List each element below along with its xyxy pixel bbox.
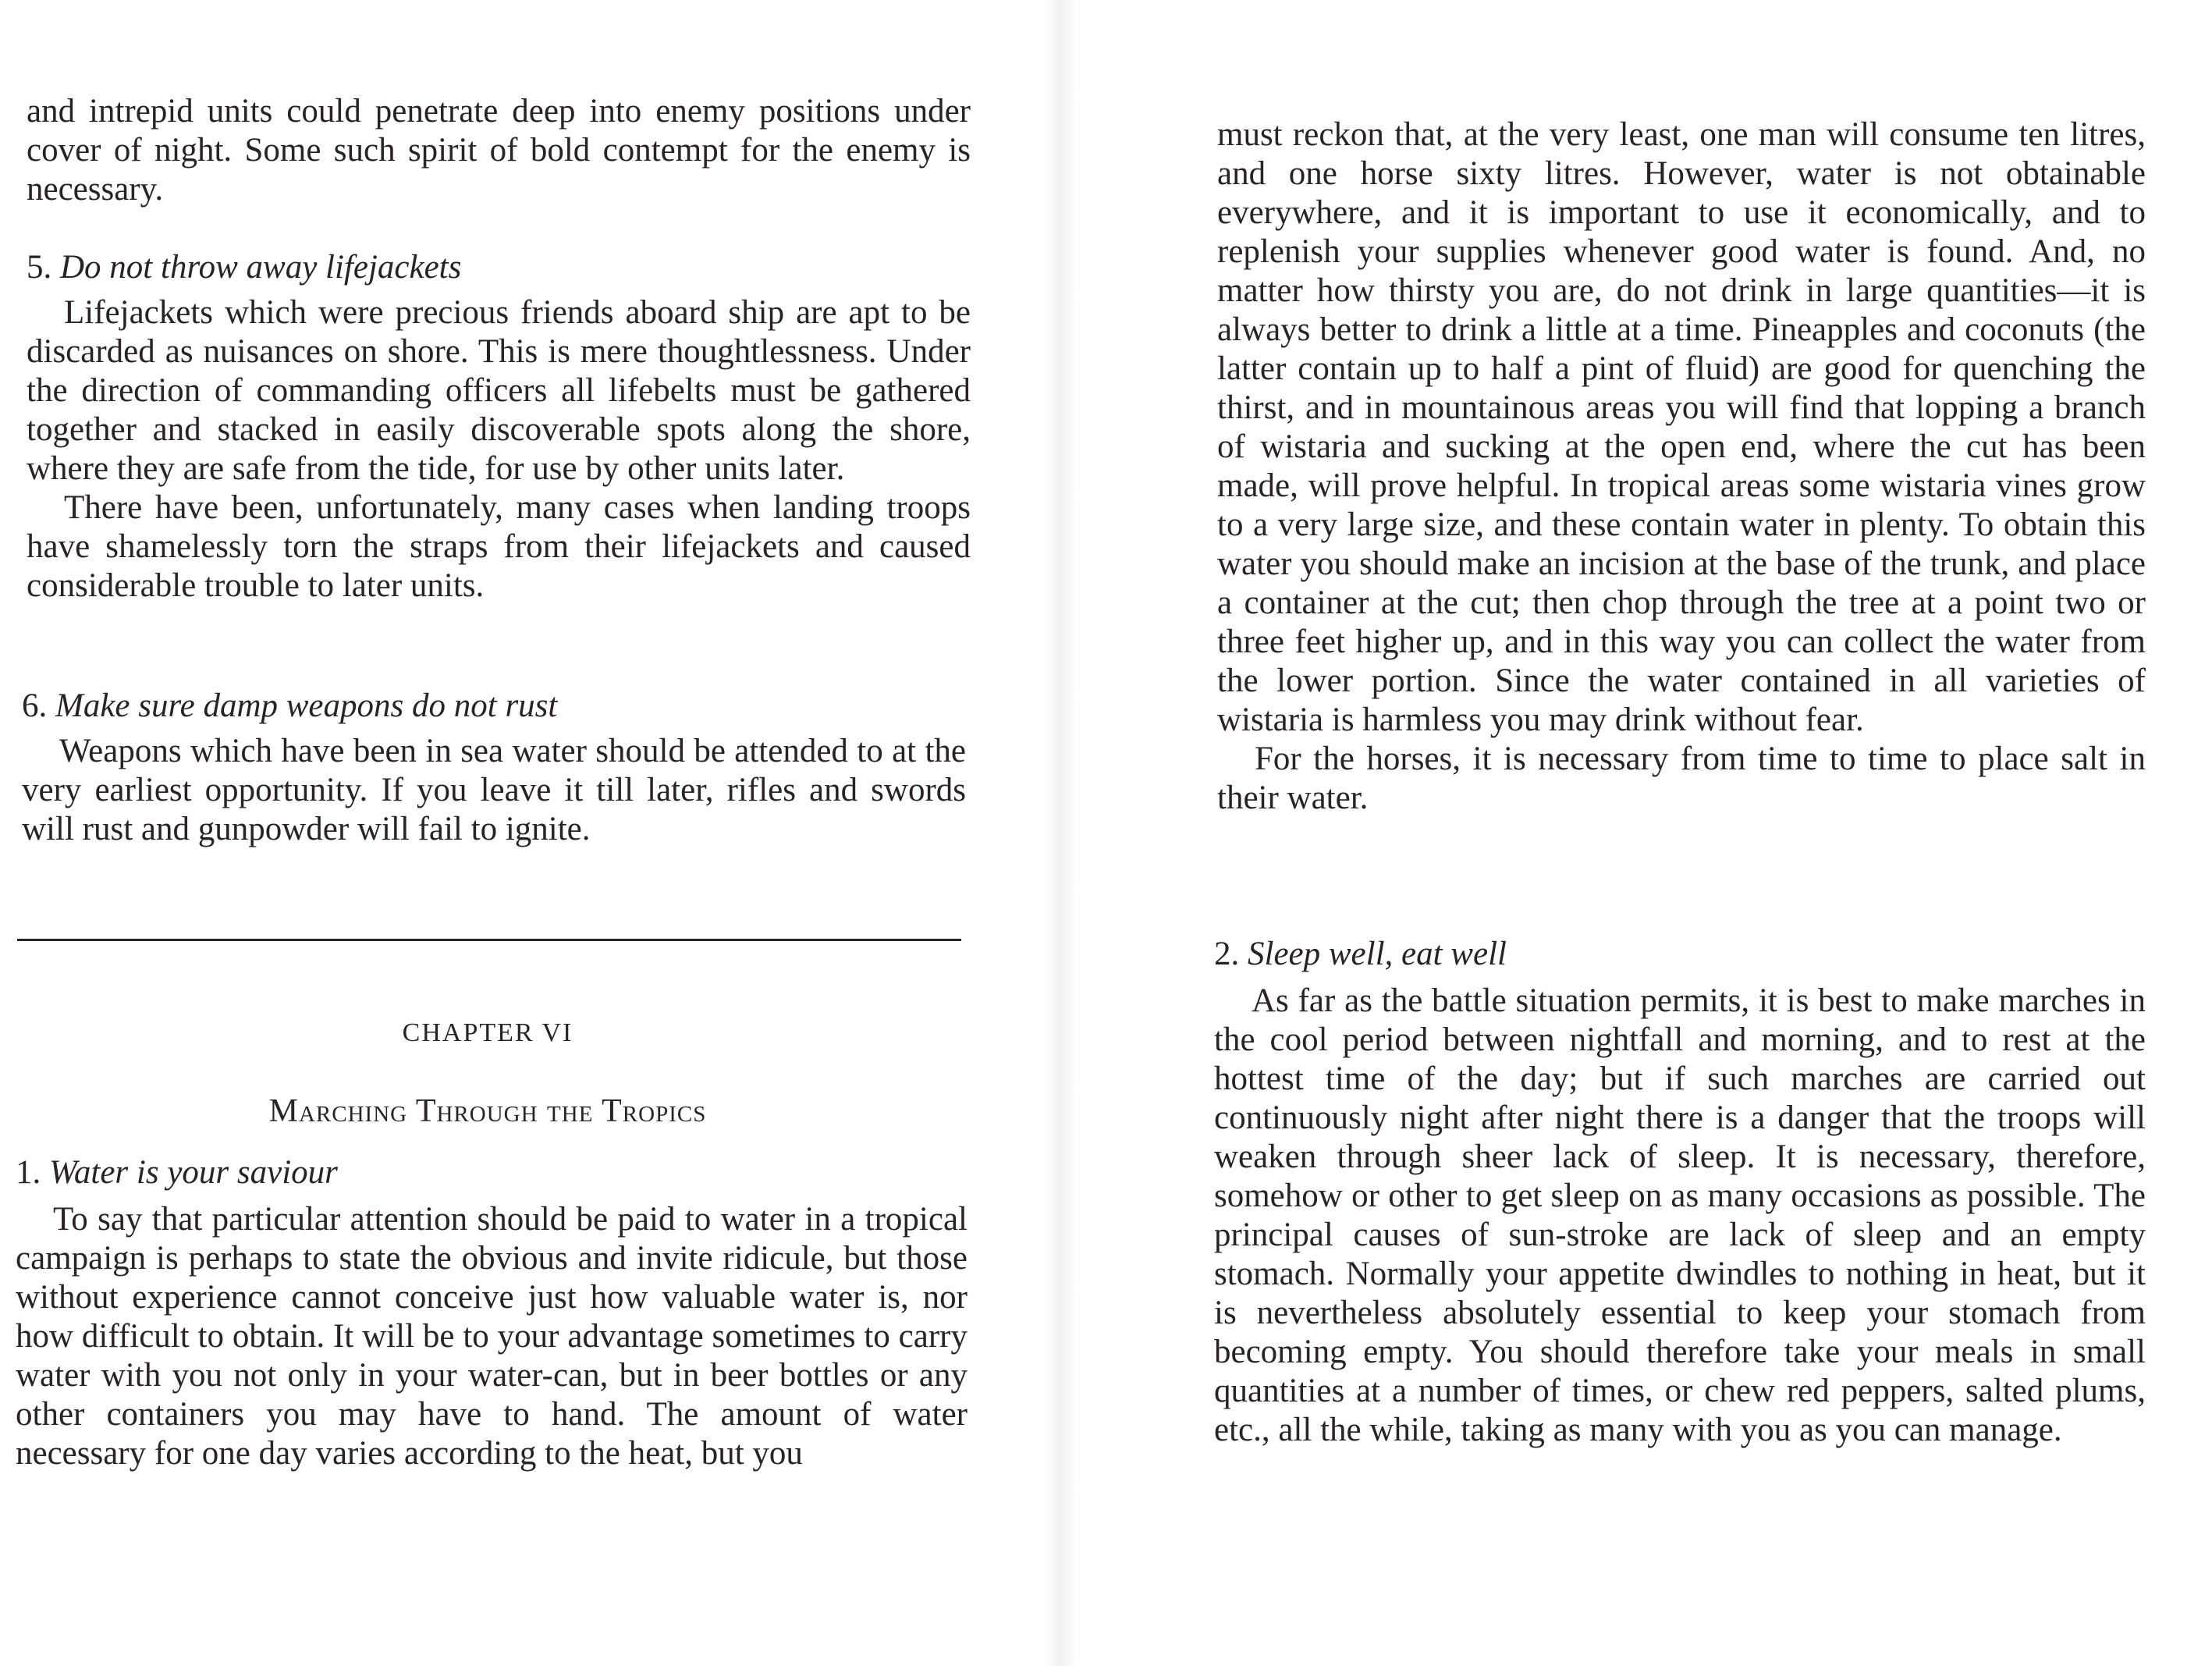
intro-paragraph: and intrepid units could penetrate deep into enemy positions under cover of night. Some such spirit of bold contempt for the enemy is necessary.	[27, 93, 971, 208]
section-1-number: 1.	[16, 1154, 41, 1191]
section-1-title: Water is your saviour	[49, 1154, 338, 1191]
left-page	[0, 0, 1046, 1666]
horses-paragraph: For the horses, it is necessary from time to time to place salt in their water.	[1217, 741, 2146, 816]
continued-paragraph-block	[1217, 115, 2146, 818]
section-5	[27, 248, 971, 606]
section-1-heading	[16, 1153, 968, 1192]
section-6-number: 6.	[22, 687, 48, 724]
section-2-number: 2.	[1214, 936, 1240, 972]
section-5-title: Do not throw away lifejackets	[60, 249, 462, 286]
continued-paragraph: must reckon that, at the very least, one man will consume ten litres, and one horse sixty litres. However, water is not obtainable everywhere, and it is important to use it economically, and to replenish your supplies whenever good water is found. And, no matter how thirsty you are, do not drink in large quantities—it is always better to drink a little at a time. Pineapples and coconuts (the latter contain up to half a pint of fluid) are good for quenching the thirst, and in mountainous areas you will find that lopping a branch of wistaria and sucking at the open end, where the cut has been made, will prove helpful. In tropical areas some wistaria vines grow to a very large size, and these contain water in plenty. To obtain this water you should make an incision at the base of the trunk, and place a container at the cut; then chop through the tree at a point two or three feet higher up, and in this way you can collect the water from the lower portion. Since the water contained in all varieties of wistaria is harmless you may drink without fear.	[1217, 116, 2146, 738]
chapter-divider-rule	[17, 939, 961, 941]
section-1	[16, 1153, 968, 1473]
right-page	[1077, 0, 2212, 1666]
section-5-paragraph-2: There have been, unfortunately, many cases when landing troops have shamelessly torn the straps from their lifejackets and caused considerable trouble to later units.	[27, 489, 971, 604]
section-2-title: Sleep well, eat well	[1248, 936, 1507, 972]
section-1-paragraph: To say that particular attention should be paid to water in a tropical campaign is perhaps to state the obvious and invite ridicule, but those without experience cannot conceive just how valuable water is, nor how difficult to obtain. It will be to your advantage sometimes to carry water with you not only in your water-can, but in beer bottles or any other containers you may have to hand. The amount of water necessary for one day varies according to the heat, but you	[16, 1201, 968, 1472]
section-6-paragraph: Weapons which have been in sea water should be attended to at the very earliest opportunity. If you leave it till later, rifles and swords will rust and gunpowder will fail to ignite.	[22, 733, 966, 847]
book-gutter	[1046, 0, 1077, 1666]
section-2-paragraph: As far as the battle situation permits, it is best to make marches in the cool period between nightfall and morning, and to rest at the hottest time of the day; but if such marches are carried out continuously night after night there is a danger that the troops will weaken through sheer lack of sleep. It is necessary, therefore, somehow or other to get sleep on as many occasions as possible. The principal causes of sun-stroke are lack of sleep and an empty stomach. Normally your appetite dwindles to nothing in heat, but it is nevertheless absolutely essential to keep your stomach from becoming empty. You should therefore take your meals in small quantities at a number of times, or chew red peppers, salted plums, etc., all the while, taking as many with you as you can manage.	[1214, 982, 2146, 1448]
intro-paragraph-block	[27, 92, 971, 209]
section-5-number: 5.	[27, 249, 52, 286]
chapter-title: Marching Through the Tropics	[268, 1093, 707, 1129]
section-6	[22, 687, 966, 849]
section-2-heading	[1214, 935, 2146, 974]
section-5-paragraph-1: Lifejackets which were precious friends aboard ship are apt to be discarded as nuisances on shore. This is mere thoughtlessness. Under the direction of commanding officers all lifebelts must be gathered together and stacked in easily discoverable spots along the shore, where they are safe from the tide, for use by other units later.	[27, 294, 971, 487]
section-5-heading	[27, 248, 971, 287]
chapter-label: CHAPTER VI	[402, 1018, 573, 1047]
section-2	[1214, 935, 2146, 1450]
section-6-heading	[22, 687, 966, 726]
section-6-title: Make sure damp weapons do not rust	[55, 687, 558, 724]
